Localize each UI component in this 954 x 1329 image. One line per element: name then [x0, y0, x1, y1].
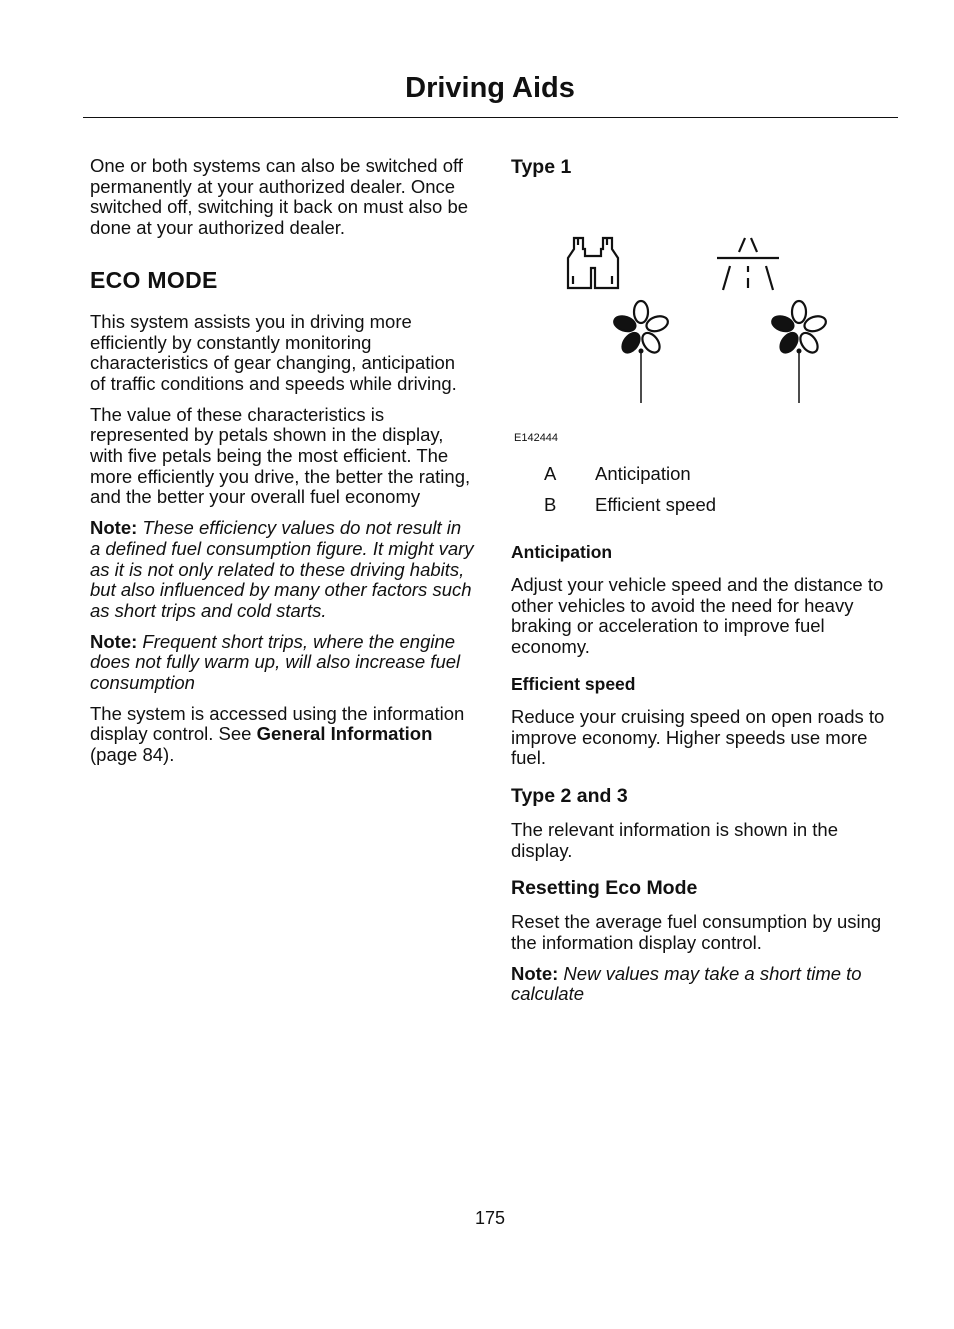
petals-description: The value of these characteristics is represented by petals shown in the display, with five petals being the most efficient. The more efficiently you drive, the better the rating, and the better your overall fuel economy	[90, 403, 471, 508]
note-short-trips	[90, 632, 475, 694]
legend-text: Anticipation	[595, 463, 691, 484]
efficient-speed-heading: Efficient speed	[511, 673, 636, 694]
legend-key: A	[544, 463, 557, 484]
eco-mode-heading: ECO MODE	[90, 266, 218, 293]
eco-flower-icon	[612, 301, 670, 403]
right-column	[511, 156, 896, 1005]
access-text: The system is accessed using the information display control. See	[90, 702, 465, 745]
type-1-heading: Type 1	[511, 156, 572, 178]
note-label: Note:	[90, 517, 138, 539]
note-text: New values may take a short time to calculate	[511, 962, 862, 1005]
efficient-speed-text: Reduce your cruising speed on open roads to improve economy. Higher speeds use more fuel.	[511, 705, 885, 769]
page-number: 175	[474, 1208, 506, 1228]
road-icon	[717, 238, 779, 290]
eco-description: This system assists you in driving more efficiently by constantly monitoring characteristics of gear changing, anticipation of traffic conditions and speeds while driving.	[90, 310, 457, 394]
eco-figure-svg	[511, 216, 896, 466]
anticipation-text: Adjust your vehicle speed and the distance to other vehicles to avoid the need for heavy braking or acceleration to improve fuel economy.	[511, 574, 884, 658]
access-paragraph	[90, 704, 475, 766]
note-efficiency	[90, 518, 475, 622]
page-title: Driving Aids	[405, 72, 575, 104]
figure-code: E142444	[514, 432, 559, 444]
eco-flower-icon	[770, 301, 828, 403]
type-2-3-heading: Type 2 and 3	[511, 784, 628, 807]
note-label: Note:	[90, 630, 138, 652]
right-body	[511, 542, 896, 1005]
binoculars-icon	[568, 238, 618, 288]
eco-mode-figure	[511, 216, 896, 466]
legend-text: Efficient speed	[595, 494, 717, 515]
note-label: Note:	[511, 962, 559, 984]
anticipation-heading: Anticipation	[511, 542, 613, 562]
resetting-text: Reset the average fuel consumption by using the information display control.	[511, 911, 882, 954]
note-text: Frequent short trips, where the engine does not fully warm up, will also increase fuel consumption	[90, 630, 461, 694]
general-information-link[interactable]: General Information	[256, 723, 433, 745]
note-text: These efficiency values do not result in a defined fuel consumption figure. It might vary as it is not only related to these driving habits, but also influenced by many other factors such as short trips and cold starts.	[90, 517, 474, 621]
note-new-values	[511, 964, 896, 1005]
type-2-3-text: The relevant information is shown in the display.	[511, 818, 839, 861]
resetting-heading: Resetting Eco Mode	[511, 877, 698, 900]
intro-paragraph: One or both systems can also be switched off permanently at your authorized dealer. Once switched off, switching it back on must also be done at your authorized dealer.	[90, 155, 469, 239]
title-divider	[83, 117, 898, 118]
legend-key: B	[544, 494, 557, 515]
page-reference: (page 84).	[90, 744, 175, 766]
left-column	[90, 156, 475, 766]
